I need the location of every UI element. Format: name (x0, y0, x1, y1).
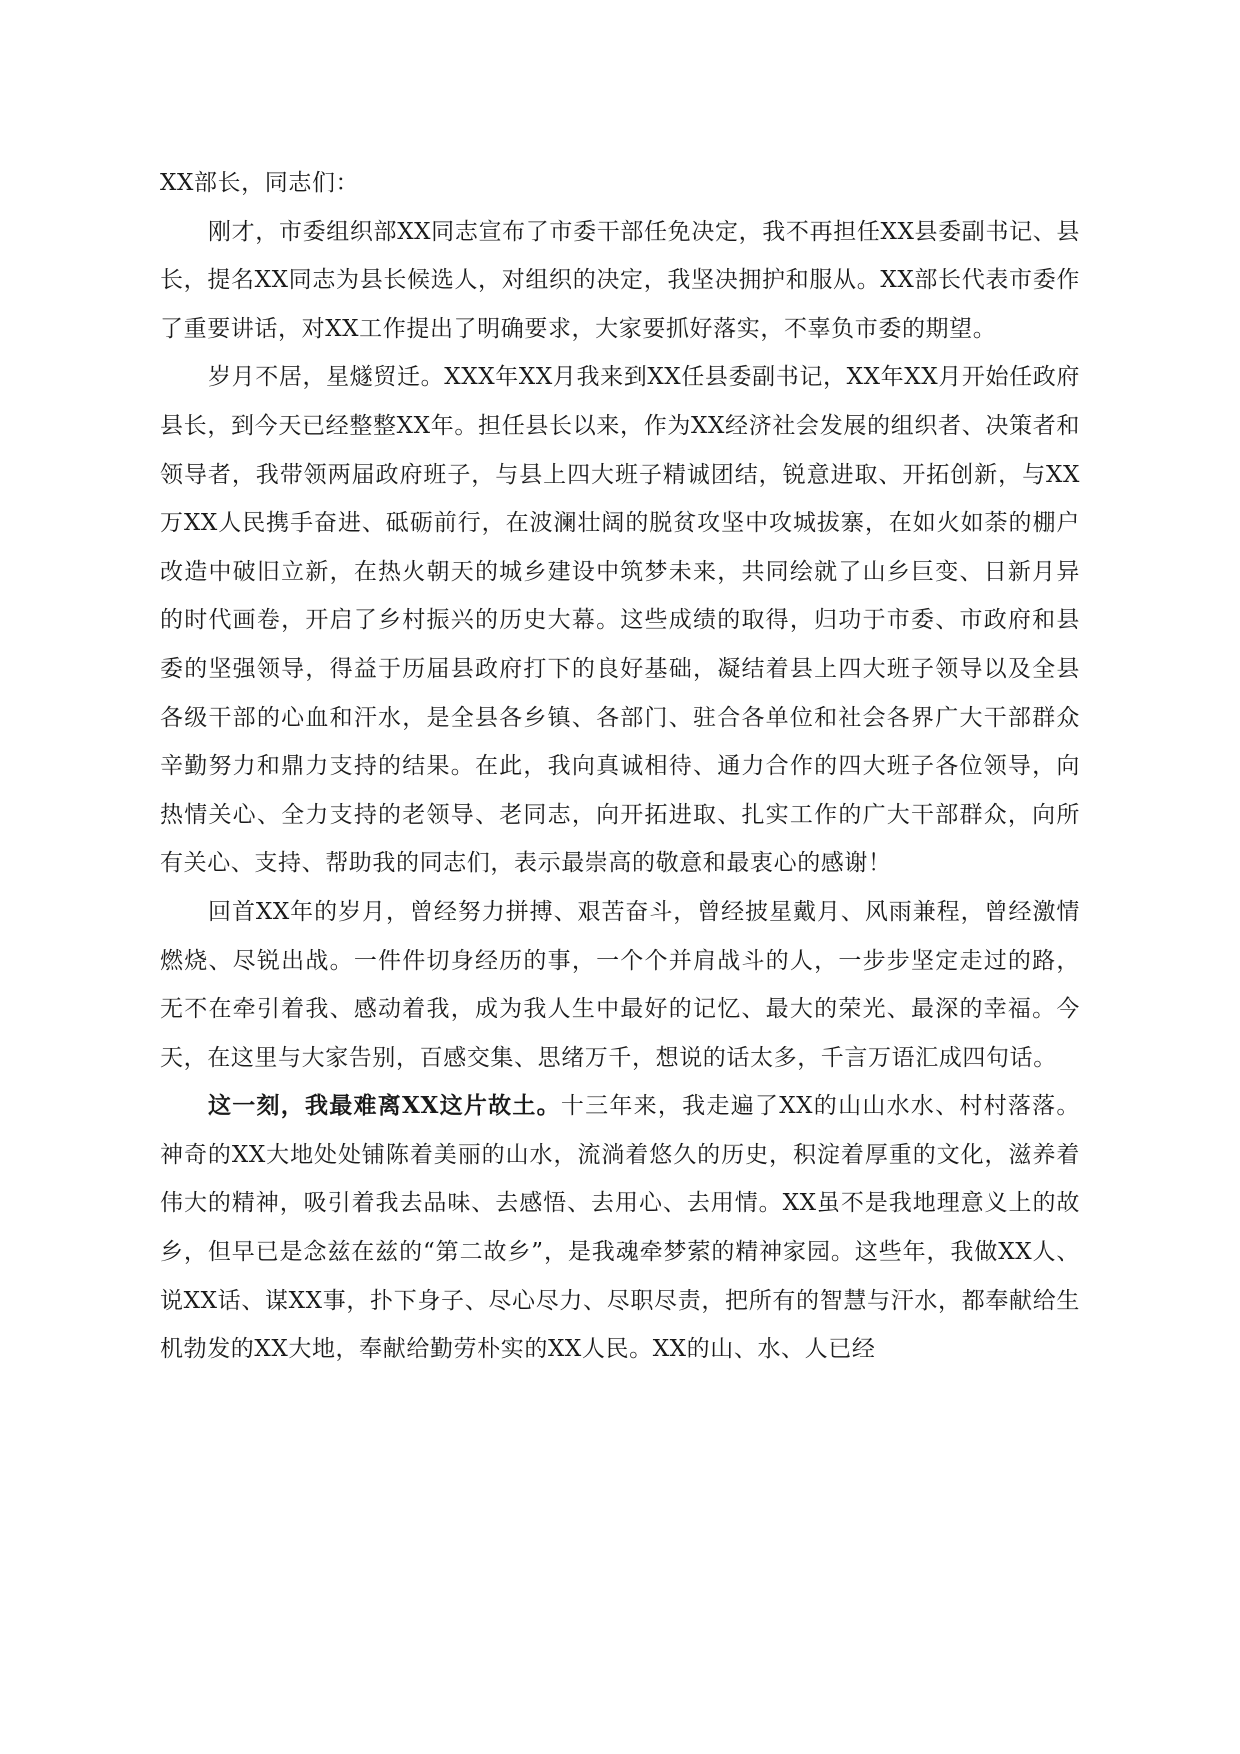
paragraph-4-text: 十三年来，我走遍了XX的山山水水、村村落落。神奇的XX大地处处铺陈着美丽的山水，流淌着悠久的历史，积淀着厚重的文化，滋养着伟大的精神，吸引着我去品味、去感悟、去用心、去用情。XX虽不是我地理意义上的故乡，但早已是念兹在兹的“第二故乡”，是我魂牵梦萦的精神家园。这些年，我做XX人、说XX话、谋XX事，扑下身子、尽心尽力、尽职尽责，把所有的智慧与汗水，都奉献给生机勃发的XX大地，奉献给勤劳朴实的XX人民。XX的山、水、人已经 (160, 1093, 1080, 1363)
paragraph-4 (160, 1082, 1080, 1374)
document-body (160, 159, 1080, 1374)
salutation: XX部长，同志们： (160, 170, 360, 196)
paragraph-1: 刚才，市委组织部XX同志宣布了市委干部任免决定，我不再担任XX县委副书记、县长，提名XX同志为县长候选人，对组织的决定，我坚决拥护和服从。XX部长代表市委作了重要讲话，对XX工作提出了明确要求，大家要抓好落实，不辜负市委的期望。 (160, 218, 1080, 342)
paragraph-4-lead: 这一刻，我最难离XX这片故土。 (208, 1092, 561, 1120)
paragraph-3: 回首XX年的岁月，曾经努力拼搏、艰苦奋斗，曾经披星戴月、风雨兼程，曾经激情燃烧、尽锐出战。一件件切身经历的事，一个个并肩战斗的人，一步步坚定走过的路，无不在牵引着我、感动着我，成为我人生中最好的记忆、最大的荣光、最深的幸福。今天，在这里与大家告别，百感交集、思绪万千，想说的话太多，千言万语汇成四句话。 (160, 898, 1080, 1071)
paragraph-2: 岁月不居，星燧贸迁。XXX年XX月我来到XX任县委副书记，XX年XX月开始任政府县长，到今天已经整整XX年。担任县长以来，作为XX经济社会发展的组织者、决策者和领导者，我带领两届政府班子，与县上四大班子精诚团结，锐意进取、开拓创新，与XX万XX人民携手奋进、砥砺前行，在波澜壮阔的脱贫攻坚中攻城拔寨，在如火如荼的棚户改造中破旧立新，在热火朝天的城乡建设中筑梦未来，共同绘就了山乡巨变、日新月异的时代画卷，开启了乡村振兴的历史大幕。这些成绩的取得，归功于市委、市政府和县委的坚强领导，得益于历届县政府打下的良好基础，凝结着县上四大班子领导以及全县各级干部的心血和汗水，是全县各乡镇、各部门、驻合各单位和社会各界广大干部群众辛勤努力和鼎力支持的结果。在此，我向真诚相待、通力合作的四大班子各位领导，向热情关心、全力支持的老领导、老同志，向开拓进取、扎实工作的广大干部群众，向所有关心、支持、帮助我的同志们，表示最崇高的敬意和最衷心的感谢！ (160, 364, 1080, 877)
